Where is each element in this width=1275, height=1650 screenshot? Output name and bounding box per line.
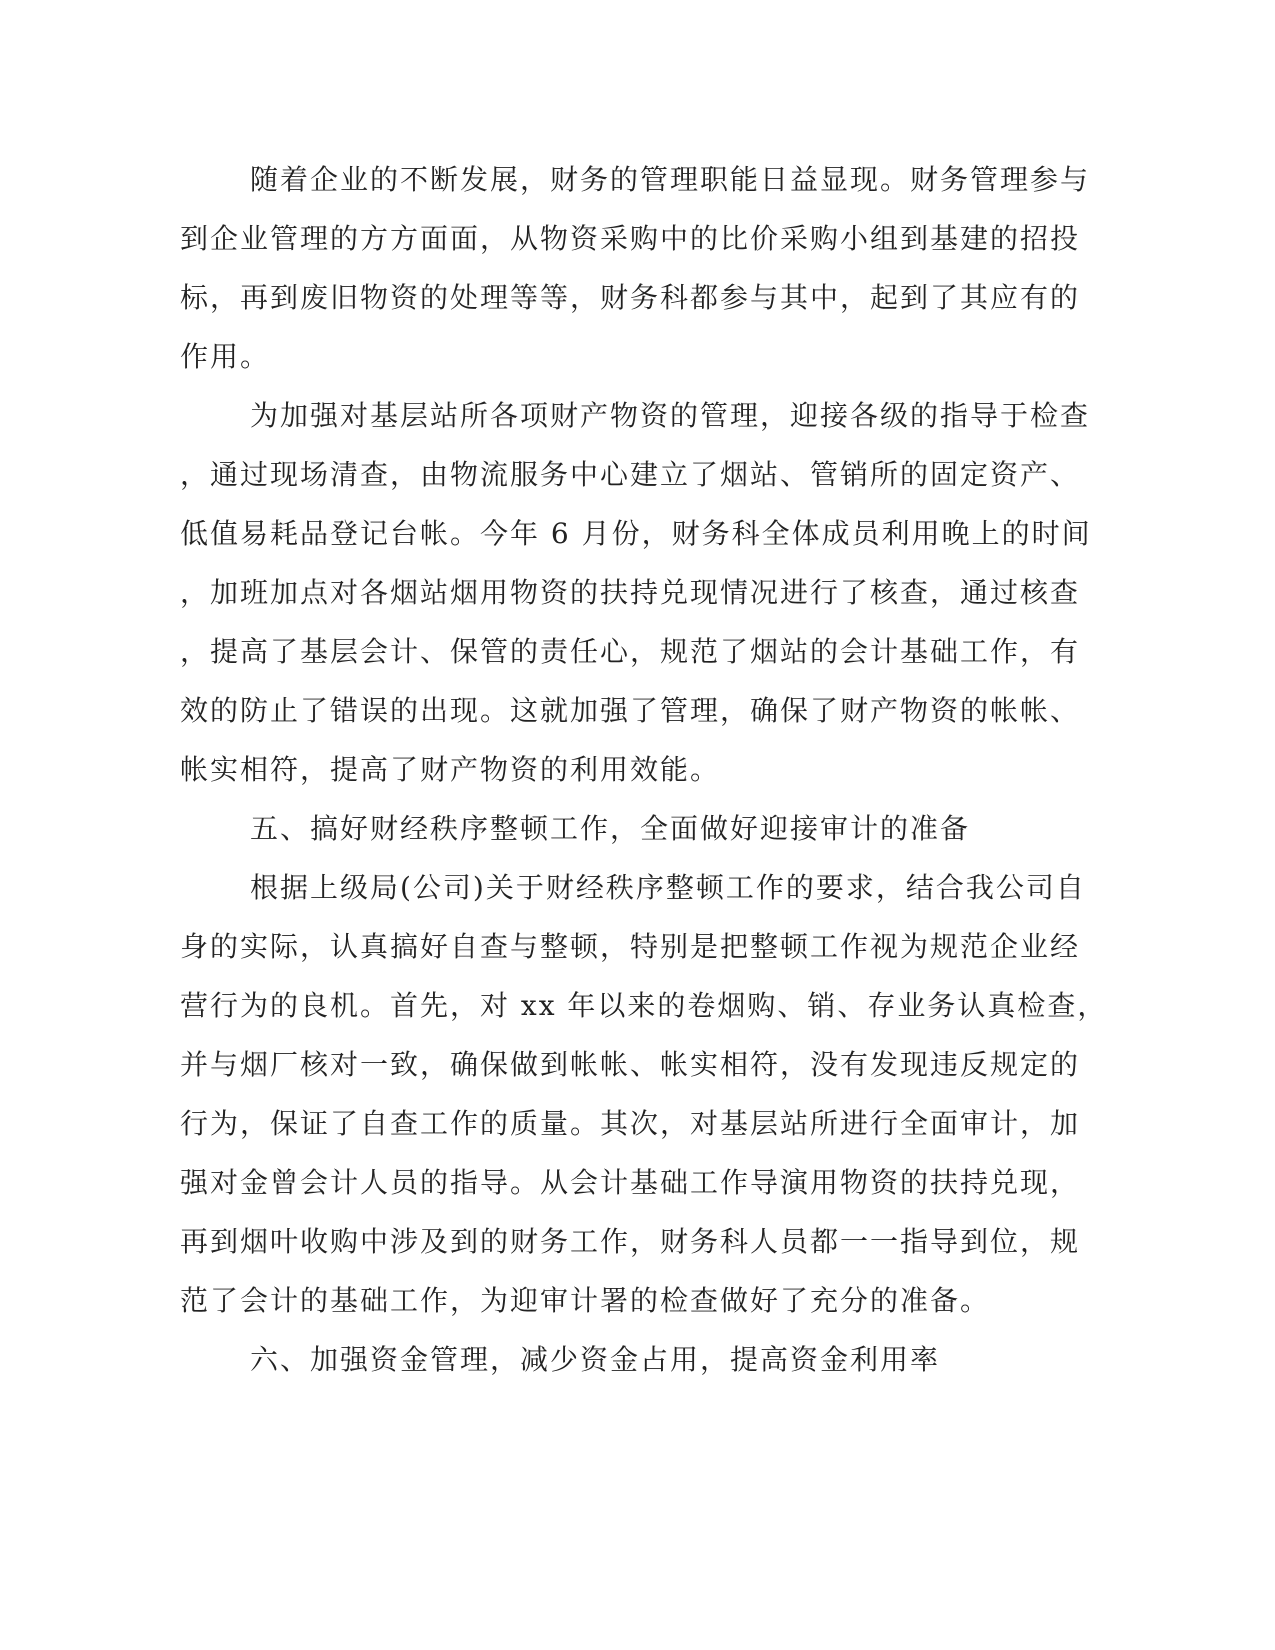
paragraph-3-line-3: 营行为的良机。首先，对 xx 年以来的卷烟购、销、存业务认真检查， [180,989,1108,1022]
paragraph-2-line-4: ，加班加点对各烟站烟用物资的扶持兑现情况进行了核查，通过核查 [180,576,1081,609]
paragraph-1-line-4: 作用。 [180,340,271,373]
paragraph-3-line-7: 再到烟叶收购中涉及到的财务工作，财务科人员都一一指导到位，规 [180,1225,1081,1258]
paragraph-3-line-8: 范了会计的基础工作，为迎审计署的检查做好了充分的准备。 [180,1284,991,1317]
paragraph-2-line-2: ，通过现场清查，由物流服务中心建立了烟站、管销所的固定资产、 [180,458,1081,491]
paragraph-1-line-1: 随着企业的不断发展，财务的管理职能日益显现。财务管理参与 [250,163,1091,196]
paragraph-2-line-5: ，提高了基层会计、保管的责任心，规范了烟站的会计基础工作，有 [180,635,1081,668]
paragraph-2-line-3: 低值易耗品登记台帐。今年 6 月份，财务科全体成员利用晚上的时间 [180,517,1092,550]
paragraph-2-line-1: 为加强对基层站所各项财产物资的管理，迎接各级的指导于检查 [250,399,1091,432]
paragraph-3-line-2: 身的实际，认真搞好自查与整顿，特别是把整顿工作视为规范企业经 [180,930,1081,963]
paragraph-2-line-6: 效的防止了错误的出现。这就加强了管理，确保了财产物资的帐帐、 [180,694,1081,727]
section-heading-6: 六、加强资金管理，减少资金占用，提高资金利用率 [250,1343,941,1376]
paragraph-3-line-1: 根据上级局(公司)关于财经秩序整顿工作的要求，结合我公司自 [250,871,1086,904]
paragraph-2-line-7: 帐实相符，提高了财产物资的利用效能。 [180,753,721,786]
paragraph-1-line-2: 到企业管理的方方面面，从物资采购中的比价采购小组到基建的招投 [180,222,1081,255]
section-heading-5: 五、搞好财经秩序整顿工作，全面做好迎接审计的准备 [250,812,971,845]
paragraph-1-line-3: 标，再到废旧物资的处理等等，财务科都参与其中，起到了其应有的 [180,281,1081,314]
paragraph-3-line-4: 并与烟厂核对一致，确保做到帐帐、帐实相符，没有发现违反规定的 [180,1048,1081,1081]
paragraph-3-line-5: 行为，保证了自查工作的质量。其次，对基层站所进行全面审计，加 [180,1107,1081,1140]
paragraph-3-line-6: 强对金曾会计人员的指导。从会计基础工作导演用物资的扶持兑现， [180,1166,1081,1199]
